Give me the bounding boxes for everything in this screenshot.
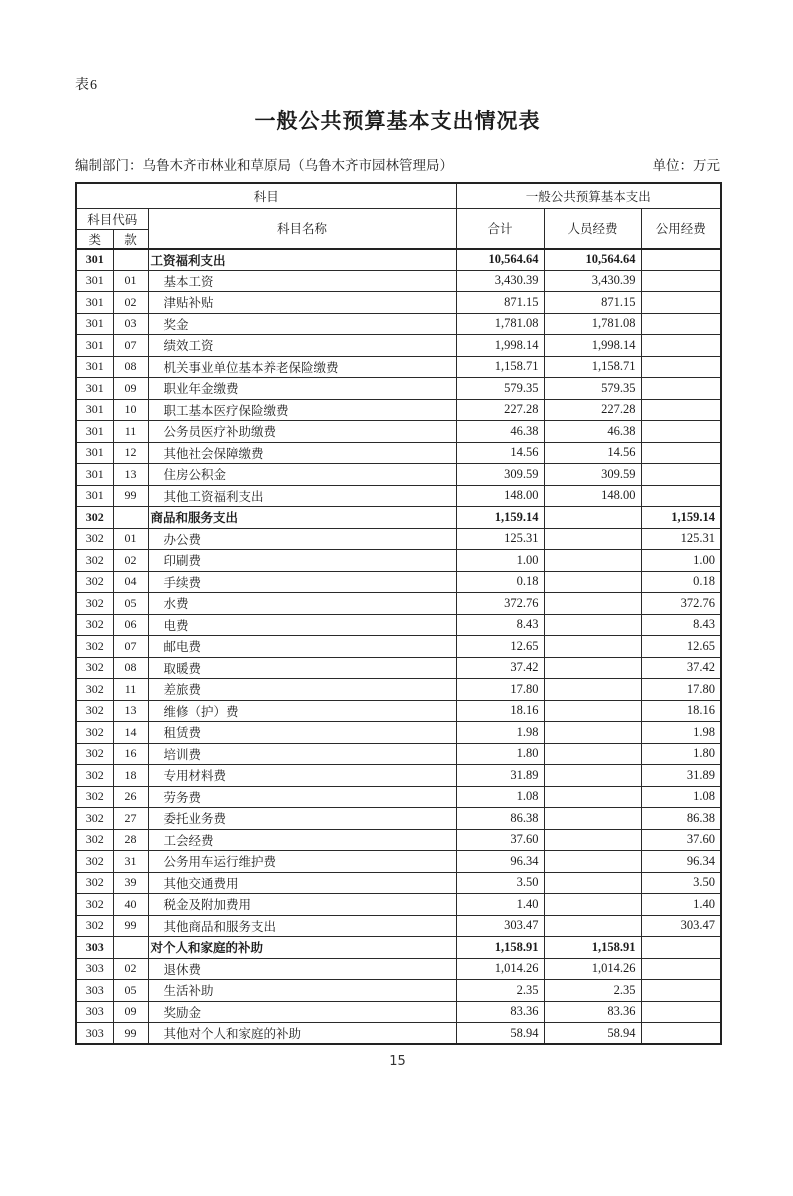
cell-total: 12.65 (456, 636, 544, 658)
cell-class: 302 (76, 808, 113, 830)
cell-section: 39 (113, 872, 148, 894)
cell-subject-name: 退休费 (148, 958, 456, 980)
cell-class: 302 (76, 894, 113, 916)
header-section: 款 (113, 229, 148, 249)
cell-personnel (544, 507, 641, 529)
cell-class: 303 (76, 937, 113, 959)
cell-personnel (544, 700, 641, 722)
cell-section: 18 (113, 765, 148, 787)
table-row (76, 442, 721, 464)
table-row (76, 421, 721, 443)
cell-class: 302 (76, 528, 113, 550)
cell-total: 148.00 (456, 485, 544, 507)
cell-public (641, 399, 721, 421)
table-row (76, 636, 721, 658)
cell-class: 302 (76, 571, 113, 593)
cell-section: 99 (113, 485, 148, 507)
table-row (76, 958, 721, 980)
cell-public: 31.89 (641, 765, 721, 787)
cell-public: 37.60 (641, 829, 721, 851)
cell-total: 37.42 (456, 657, 544, 679)
cell-section: 99 (113, 1023, 148, 1045)
cell-total: 1,781.08 (456, 313, 544, 335)
cell-section: 03 (113, 313, 148, 335)
cell-public (641, 292, 721, 314)
table-row (76, 249, 721, 271)
cell-total: 1,998.14 (456, 335, 544, 357)
cell-subject-name: 水费 (148, 593, 456, 615)
cell-personnel (544, 593, 641, 615)
cell-total: 871.15 (456, 292, 544, 314)
cell-section (113, 937, 148, 959)
cell-section: 01 (113, 528, 148, 550)
cell-total: 83.36 (456, 1001, 544, 1023)
cell-subject-name: 公务员医疗补助缴费 (148, 421, 456, 443)
cell-section: 07 (113, 636, 148, 658)
cell-class: 302 (76, 507, 113, 529)
table-row (76, 399, 721, 421)
cell-total: 1,159.14 (456, 507, 544, 529)
header-class: 类 (76, 229, 113, 249)
cell-subject-name: 对个人和家庭的补助 (148, 937, 456, 959)
cell-personnel (544, 614, 641, 636)
table-row (76, 657, 721, 679)
cell-subject-name: 工资福利支出 (148, 249, 456, 271)
cell-class: 301 (76, 485, 113, 507)
page-number: 15 (389, 1054, 406, 1069)
cell-personnel (544, 765, 641, 787)
cell-subject-name: 手续费 (148, 571, 456, 593)
cell-total: 1,158.71 (456, 356, 544, 378)
cell-section: 02 (113, 958, 148, 980)
cell-total: 1,158.91 (456, 937, 544, 959)
cell-section: 13 (113, 464, 148, 486)
cell-class: 302 (76, 636, 113, 658)
cell-public (641, 335, 721, 357)
cell-subject-name: 邮电费 (148, 636, 456, 658)
cell-personnel: 227.28 (544, 399, 641, 421)
cell-personnel: 148.00 (544, 485, 641, 507)
cell-personnel (544, 915, 641, 937)
cell-total: 46.38 (456, 421, 544, 443)
table-body (76, 249, 721, 1045)
cell-public (641, 378, 721, 400)
cell-public: 96.34 (641, 851, 721, 873)
cell-class: 301 (76, 292, 113, 314)
cell-subject-name: 培训费 (148, 743, 456, 765)
document-page (75, 74, 720, 1069)
cell-class: 302 (76, 679, 113, 701)
cell-class: 301 (76, 378, 113, 400)
cell-class: 303 (76, 958, 113, 980)
cell-subject-name: 电费 (148, 614, 456, 636)
cell-public (641, 1001, 721, 1023)
cell-personnel (544, 657, 641, 679)
cell-subject-name: 其他交通费用 (148, 872, 456, 894)
cell-personnel (544, 851, 641, 873)
cell-public: 17.80 (641, 679, 721, 701)
cell-subject-name: 奖金 (148, 313, 456, 335)
table-row (76, 872, 721, 894)
cell-total: 0.18 (456, 571, 544, 593)
cell-total: 3,430.39 (456, 270, 544, 292)
cell-subject-name: 税金及附加费用 (148, 894, 456, 916)
cell-public (641, 958, 721, 980)
cell-personnel: 83.36 (544, 1001, 641, 1023)
cell-personnel: 46.38 (544, 421, 641, 443)
cell-class: 302 (76, 786, 113, 808)
cell-subject-name: 办公费 (148, 528, 456, 550)
cell-personnel: 10,564.64 (544, 249, 641, 271)
cell-public (641, 421, 721, 443)
cell-personnel (544, 829, 641, 851)
cell-section: 26 (113, 786, 148, 808)
cell-public (641, 464, 721, 486)
cell-total: 125.31 (456, 528, 544, 550)
table-row (76, 593, 721, 615)
cell-class: 301 (76, 249, 113, 271)
table-row (76, 464, 721, 486)
cell-total: 3.50 (456, 872, 544, 894)
cell-personnel: 1,781.08 (544, 313, 641, 335)
cell-section: 02 (113, 292, 148, 314)
cell-total: 372.76 (456, 593, 544, 615)
cell-subject-name: 公务用车运行维护费 (148, 851, 456, 873)
cell-section: 06 (113, 614, 148, 636)
cell-section: 28 (113, 829, 148, 851)
cell-class: 301 (76, 270, 113, 292)
cell-class: 302 (76, 700, 113, 722)
header-public: 公用经费 (641, 208, 721, 249)
table-row (76, 313, 721, 335)
cell-subject-name: 其他商品和服务支出 (148, 915, 456, 937)
cell-subject-name: 生活补助 (148, 980, 456, 1002)
cell-personnel (544, 808, 641, 830)
cell-public (641, 442, 721, 464)
page-title: 一般公共预算基本支出情况表 (254, 110, 541, 133)
cell-personnel: 579.35 (544, 378, 641, 400)
cell-subject-name: 差旅费 (148, 679, 456, 701)
cell-class: 301 (76, 313, 113, 335)
cell-public: 8.43 (641, 614, 721, 636)
cell-public: 1.40 (641, 894, 721, 916)
cell-subject-name: 租赁费 (148, 722, 456, 744)
table-row (76, 722, 721, 744)
cell-public: 125.31 (641, 528, 721, 550)
cell-public: 86.38 (641, 808, 721, 830)
cell-subject-name: 职工基本医疗保险缴费 (148, 399, 456, 421)
cell-total: 37.60 (456, 829, 544, 851)
cell-public: 1.98 (641, 722, 721, 744)
table-label: 表6 (75, 78, 98, 93)
cell-public (641, 270, 721, 292)
header-subject-name: 科目名称 (148, 208, 456, 249)
table-row (76, 1023, 721, 1045)
cell-personnel: 1,014.26 (544, 958, 641, 980)
cell-personnel: 58.94 (544, 1023, 641, 1045)
cell-section: 31 (113, 851, 148, 873)
table-row (76, 356, 721, 378)
cell-subject-name: 委托业务费 (148, 808, 456, 830)
cell-section: 11 (113, 679, 148, 701)
table-row (76, 808, 721, 830)
cell-public: 0.18 (641, 571, 721, 593)
cell-subject-name: 职业年金缴费 (148, 378, 456, 400)
cell-public (641, 356, 721, 378)
cell-total: 2.35 (456, 980, 544, 1002)
cell-subject-name: 机关事业单位基本养老保险缴费 (148, 356, 456, 378)
cell-public (641, 313, 721, 335)
cell-section (113, 249, 148, 271)
cell-class: 302 (76, 915, 113, 937)
cell-personnel (544, 528, 641, 550)
cell-class: 303 (76, 1023, 113, 1045)
cell-total: 227.28 (456, 399, 544, 421)
cell-class: 302 (76, 593, 113, 615)
cell-total: 10,564.64 (456, 249, 544, 271)
cell-class: 301 (76, 442, 113, 464)
cell-personnel (544, 722, 641, 744)
header-budget-group: 一般公共预算基本支出 (456, 183, 721, 208)
cell-section: 10 (113, 399, 148, 421)
cell-section: 27 (113, 808, 148, 830)
unit-label: 单位：万元 (652, 158, 720, 173)
table-row (76, 550, 721, 572)
cell-subject-name: 劳务费 (148, 786, 456, 808)
cell-personnel (544, 894, 641, 916)
cell-total: 18.16 (456, 700, 544, 722)
cell-total: 14.56 (456, 442, 544, 464)
cell-public (641, 937, 721, 959)
cell-section: 02 (113, 550, 148, 572)
cell-section: 14 (113, 722, 148, 744)
budget-table (75, 182, 722, 1045)
cell-section: 13 (113, 700, 148, 722)
table-row (76, 937, 721, 959)
cell-personnel (544, 679, 641, 701)
header-total: 合计 (456, 208, 544, 249)
cell-subject-name: 住房公积金 (148, 464, 456, 486)
cell-subject-name: 其他社会保障缴费 (148, 442, 456, 464)
cell-personnel (544, 571, 641, 593)
cell-section: 05 (113, 593, 148, 615)
cell-public (641, 1023, 721, 1045)
cell-subject-name: 基本工资 (148, 270, 456, 292)
cell-personnel: 1,158.71 (544, 356, 641, 378)
cell-public: 18.16 (641, 700, 721, 722)
cell-subject-name: 奖励金 (148, 1001, 456, 1023)
cell-subject-name: 其他对个人和家庭的补助 (148, 1023, 456, 1045)
table-row (76, 1001, 721, 1023)
header-subject-group: 科目 (76, 183, 456, 208)
cell-section: 08 (113, 356, 148, 378)
table-row (76, 270, 721, 292)
cell-class: 302 (76, 722, 113, 744)
cell-public: 372.76 (641, 593, 721, 615)
cell-personnel (544, 872, 641, 894)
cell-personnel (544, 636, 641, 658)
cell-section: 11 (113, 421, 148, 443)
cell-class: 302 (76, 657, 113, 679)
cell-subject-name: 印刷费 (148, 550, 456, 572)
cell-total: 58.94 (456, 1023, 544, 1045)
table-row (76, 980, 721, 1002)
cell-total: 1.80 (456, 743, 544, 765)
cell-subject-name: 维修（护）费 (148, 700, 456, 722)
cell-section: 12 (113, 442, 148, 464)
cell-personnel (544, 786, 641, 808)
cell-class: 302 (76, 851, 113, 873)
cell-public: 1,159.14 (641, 507, 721, 529)
cell-section: 07 (113, 335, 148, 357)
table-row (76, 335, 721, 357)
cell-personnel: 1,998.14 (544, 335, 641, 357)
cell-public: 1.80 (641, 743, 721, 765)
table-row (76, 851, 721, 873)
cell-section: 09 (113, 1001, 148, 1023)
cell-class: 301 (76, 464, 113, 486)
cell-class: 301 (76, 399, 113, 421)
cell-personnel (544, 743, 641, 765)
cell-personnel: 1,158.91 (544, 937, 641, 959)
cell-section (113, 507, 148, 529)
cell-total: 1,014.26 (456, 958, 544, 980)
table-row (76, 915, 721, 937)
table-row (76, 894, 721, 916)
table-row (76, 679, 721, 701)
cell-public (641, 485, 721, 507)
table-row (76, 786, 721, 808)
header-subject-code: 科目代码 (76, 208, 148, 229)
cell-total: 96.34 (456, 851, 544, 873)
cell-total: 31.89 (456, 765, 544, 787)
cell-class: 302 (76, 872, 113, 894)
cell-public: 303.47 (641, 915, 721, 937)
cell-total: 579.35 (456, 378, 544, 400)
table-row (76, 292, 721, 314)
cell-personnel: 871.15 (544, 292, 641, 314)
cell-class: 302 (76, 614, 113, 636)
cell-subject-name: 津贴补贴 (148, 292, 456, 314)
cell-personnel: 14.56 (544, 442, 641, 464)
cell-class: 301 (76, 335, 113, 357)
cell-section: 08 (113, 657, 148, 679)
header-personnel: 人员经费 (544, 208, 641, 249)
cell-total: 1.98 (456, 722, 544, 744)
cell-class: 302 (76, 550, 113, 572)
cell-personnel: 3,430.39 (544, 270, 641, 292)
cell-subject-name: 绩效工资 (148, 335, 456, 357)
cell-class: 303 (76, 980, 113, 1002)
table-row (76, 700, 721, 722)
table-row (76, 571, 721, 593)
cell-total: 303.47 (456, 915, 544, 937)
cell-personnel (544, 550, 641, 572)
meta-row (75, 154, 720, 174)
department-label: 编制部门：乌鲁木齐市林业和草原局（乌鲁木齐市园林管理局） (75, 158, 453, 173)
cell-subject-name: 专用材料费 (148, 765, 456, 787)
cell-class: 302 (76, 743, 113, 765)
cell-class: 301 (76, 421, 113, 443)
cell-public: 12.65 (641, 636, 721, 658)
cell-section: 40 (113, 894, 148, 916)
table-row (76, 528, 721, 550)
cell-class: 301 (76, 356, 113, 378)
cell-subject-name: 取暖费 (148, 657, 456, 679)
cell-subject-name: 商品和服务支出 (148, 507, 456, 529)
cell-class: 303 (76, 1001, 113, 1023)
table-row (76, 378, 721, 400)
cell-total: 1.00 (456, 550, 544, 572)
table-row (76, 829, 721, 851)
cell-total: 1.08 (456, 786, 544, 808)
cell-personnel: 309.59 (544, 464, 641, 486)
cell-class: 302 (76, 765, 113, 787)
cell-public: 1.08 (641, 786, 721, 808)
cell-public: 1.00 (641, 550, 721, 572)
cell-section: 05 (113, 980, 148, 1002)
cell-public (641, 980, 721, 1002)
table-row (76, 507, 721, 529)
cell-public: 3.50 (641, 872, 721, 894)
cell-section: 01 (113, 270, 148, 292)
table-row (76, 485, 721, 507)
cell-personnel: 2.35 (544, 980, 641, 1002)
cell-total: 309.59 (456, 464, 544, 486)
cell-public (641, 249, 721, 271)
cell-public: 37.42 (641, 657, 721, 679)
cell-total: 1.40 (456, 894, 544, 916)
table-row (76, 614, 721, 636)
cell-total: 86.38 (456, 808, 544, 830)
table-header (76, 183, 721, 249)
table-row (76, 743, 721, 765)
cell-class: 302 (76, 829, 113, 851)
cell-total: 8.43 (456, 614, 544, 636)
table-row (76, 765, 721, 787)
cell-subject-name: 其他工资福利支出 (148, 485, 456, 507)
cell-subject-name: 工会经费 (148, 829, 456, 851)
cell-total: 17.80 (456, 679, 544, 701)
cell-section: 99 (113, 915, 148, 937)
cell-section: 16 (113, 743, 148, 765)
cell-section: 04 (113, 571, 148, 593)
cell-section: 09 (113, 378, 148, 400)
